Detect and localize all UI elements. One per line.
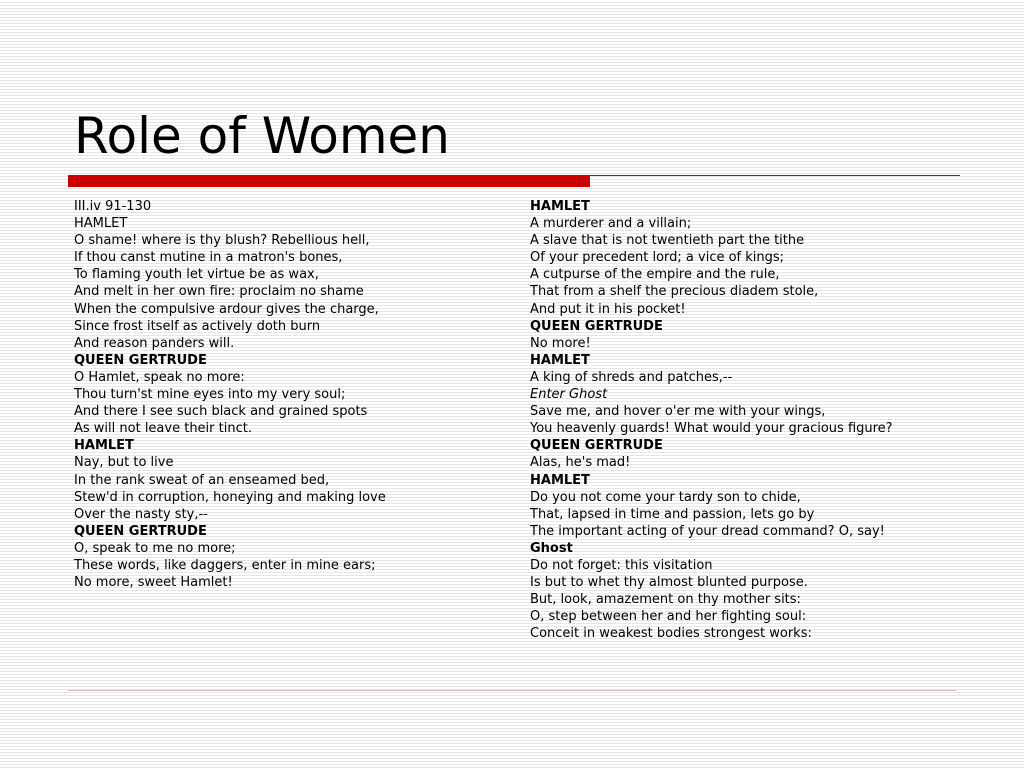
script-line: And put it in his pocket!	[530, 301, 686, 317]
script-line: III.iv 91-130	[74, 199, 152, 214]
script-line: Since frost itself as actively doth burn	[74, 318, 321, 334]
footer-divider	[68, 690, 956, 691]
script-line: Alas, he's mad!	[530, 455, 631, 471]
speaker-name: QUEEN GERTRUDE	[74, 352, 207, 368]
script-line: O, step between her and her fighting soul:	[530, 609, 807, 625]
speaker-name: HAMLET	[74, 438, 134, 454]
script-line: A cutpurse of the empire and the rule,	[530, 267, 780, 283]
script-line: Nay, but to live	[74, 455, 174, 471]
script-line: A king of shreds and patches,--	[530, 369, 733, 385]
script-line: O, speak to me no more;	[74, 540, 236, 556]
script-line: Do you not come your tardy son to chide,	[530, 489, 801, 505]
speaker-name: HAMLET	[530, 199, 590, 214]
speaker-name: QUEEN GERTRUDE	[530, 318, 663, 334]
script-line: Thou turn'st mine eyes into my very soul;	[74, 387, 346, 403]
title-underline-accent	[68, 175, 590, 187]
script-line: Conceit in weakest bodies strongest works:	[530, 626, 812, 642]
script-line: You heavenly guards! What would your gracious figure?	[530, 421, 893, 437]
script-line: Of your precedent lord; a vice of kings;	[530, 250, 785, 266]
speaker-name: QUEEN GERTRUDE	[530, 438, 663, 454]
script-line: Save me, and hover o'er me with your wings,	[530, 404, 826, 420]
script-line: That from a shelf the precious diadem stole,	[530, 284, 819, 300]
script-line: And melt in her own fire: proclaim no shame	[74, 284, 364, 300]
script-line: O Hamlet, speak no more:	[74, 369, 245, 385]
script-column-right	[530, 198, 893, 642]
speaker-name: HAMLET	[530, 352, 590, 368]
script-line: But, look, amazement on thy mother sits:	[530, 592, 801, 608]
script-line: Over the nasty sty,--	[74, 506, 208, 522]
script-line: HAMLET	[74, 216, 128, 232]
script-line: A murderer and a villain;	[530, 216, 692, 232]
script-line: A slave that is not twentieth part the tithe	[530, 233, 805, 249]
script-line: That, lapsed in time and passion, lets go by	[530, 506, 815, 522]
script-line: O shame! where is thy blush? Rebellious hell,	[74, 233, 370, 249]
script-column-left	[74, 198, 386, 591]
script-line: Is but to whet thy almost blunted purpose.	[530, 575, 808, 591]
script-line: No more, sweet Hamlet!	[74, 575, 233, 591]
script-line: And reason panders will.	[74, 335, 235, 351]
speaker-name: Ghost	[530, 540, 573, 556]
script-line: No more!	[530, 335, 591, 351]
script-line: As will not leave their tinct.	[74, 421, 252, 437]
script-line: In the rank sweat of an enseamed bed,	[74, 472, 330, 488]
stage-direction: Enter Ghost	[530, 387, 608, 403]
script-line: Stew'd in corruption, honeying and making love	[74, 489, 386, 505]
script-line: Do not forget: this visitation	[530, 557, 713, 573]
script-line: If thou canst mutine in a matron's bones,	[74, 250, 343, 266]
script-line: When the compulsive ardour gives the charge,	[74, 301, 379, 317]
speaker-name: QUEEN GERTRUDE	[74, 523, 207, 539]
script-line: To flaming youth let virtue be as wax,	[74, 267, 319, 283]
speaker-name: HAMLET	[530, 472, 590, 488]
slide-title: Role of Women	[74, 107, 450, 165]
script-line: And there I see such black and grained spots	[74, 404, 368, 420]
script-line: These words, like daggers, enter in mine ears;	[74, 557, 376, 573]
script-line: The important acting of your dread command? O, say!	[530, 523, 885, 539]
